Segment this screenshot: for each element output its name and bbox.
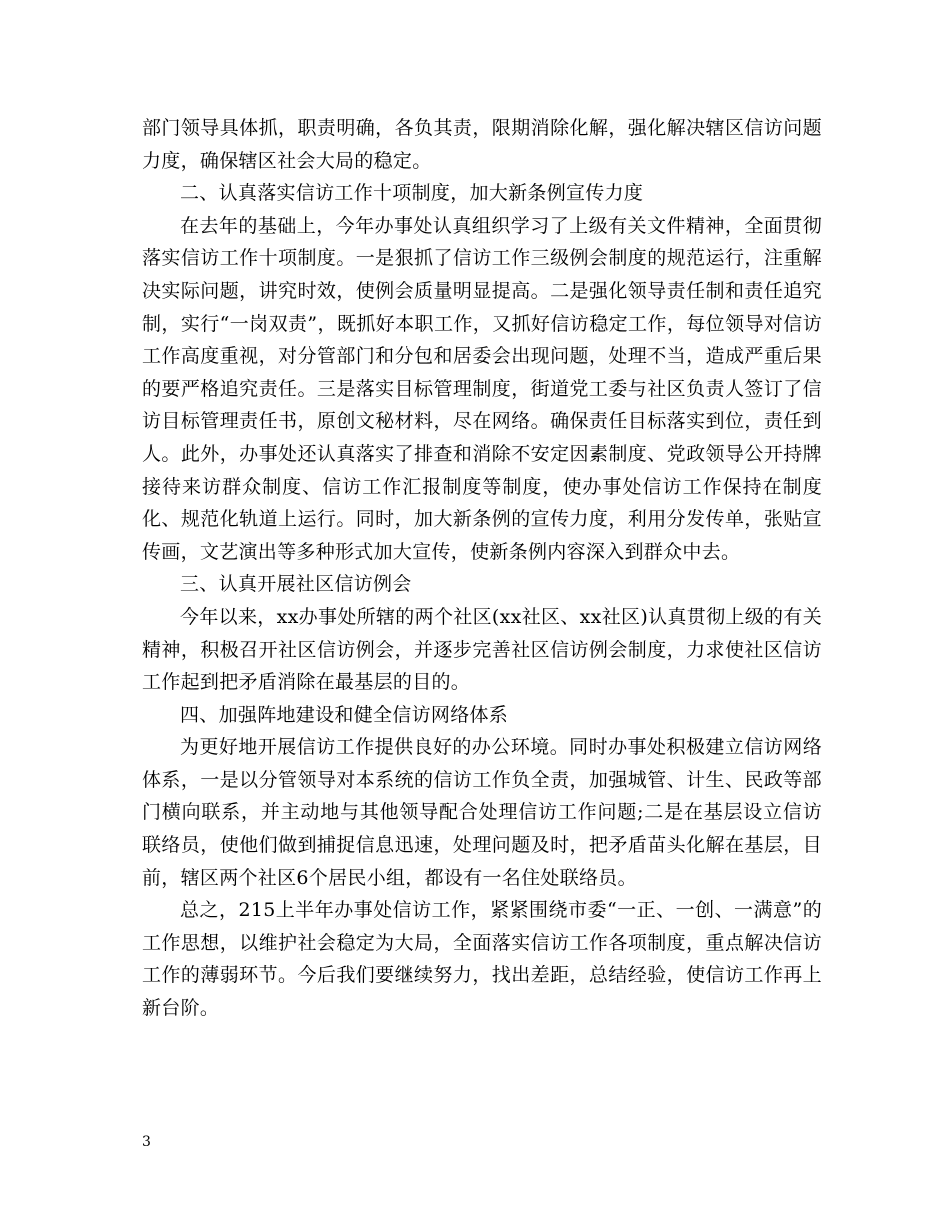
document-body: [142, 112, 822, 1025]
paragraph-section-2-body: 在去年的基础上，今年办事处认真组织学习了上级有关文件精神，全面贯彻落实信访工作十项制度。一是狠抓了信访工作三级例会制度的规范运行，注重解决实际问题，讲究时效，使例会质量明显提高。二是强化领导责任制和责任追究制，实行“一岗双责”，既抓好本职工作，又抓好信访稳定工作，每位领导对信访工作高度重视，对分管部门和分包和居委会出现问题，处理不当，造成严重后果的要严格追究责任。三是落实目标管理制度，街道党工委与社区负责人签订了信访目标管理责任书，原创文秘材料，尽在网络。确保责任目标落实到位，责任到人。此外，办事处还认真落实了排查和消除不安定因素制度、党政领导公开持牌接待来访群众制度、信访工作汇报制度等制度，使办事处信访工作保持在制度化、规范化轨道上运行。同时，加大新条例的宣传力度，利用分发传单，张贴宣传画，文艺演出等多种形式加大宣传，使新条例内容深入到群众中去。: [142, 214, 822, 563]
paragraph-section-3-body: 今年以来，xx办事处所辖的两个社区(xx社区、xx社区)认真贯彻上级的有关精神，积极召开社区信访例会，并逐步完善社区信访例会制度，力求使社区信访工作起到把矛盾消除在最基层的目的。: [142, 605, 822, 694]
paragraph-section-4-body: 为更好地开展信访工作提供良好的办公环境。同时办事处积极建立信访网络体系，一是以分管领导对本系统的信访工作负全责，加强城管、计生、民政等部门横向联系，并主动地与其他领导配合处理信访工作问题;二是在基层设立信访联络员，使他们做到捕捉信息迅速，处理问题及时，把矛盾苗头化解在基层，目前，辖区两个社区6个居民小组，都设有一名住处联络员。: [142, 736, 822, 889]
paragraph-conclusion: 总之，215上半年办事处信访工作，紧紧围绕市委“一正、一创、一满意”的工作思想，以维护社会稳定为大局，全面落实信访工作各项制度，重点解决信访工作的薄弱环节。今后我们要继续努力，找出差距，总结经验，使信访工作再上新台阶。: [142, 899, 822, 1020]
section-heading-4: 四、加强阵地建设和健全信访网络体系: [180, 703, 509, 726]
paragraph-continuation: 部门领导具体抓，职责明确，各负其责，限期消除化解，强化解决辖区信访问题力度，确保辖区社会大局的稳定。: [142, 117, 822, 172]
section-heading-3: 三、认真开展社区信访例会: [180, 573, 412, 596]
page-number: 3: [142, 1134, 151, 1150]
section-heading-2: 二、认真落实信访工作十项制度，加大新条例宣传力度: [180, 182, 644, 205]
